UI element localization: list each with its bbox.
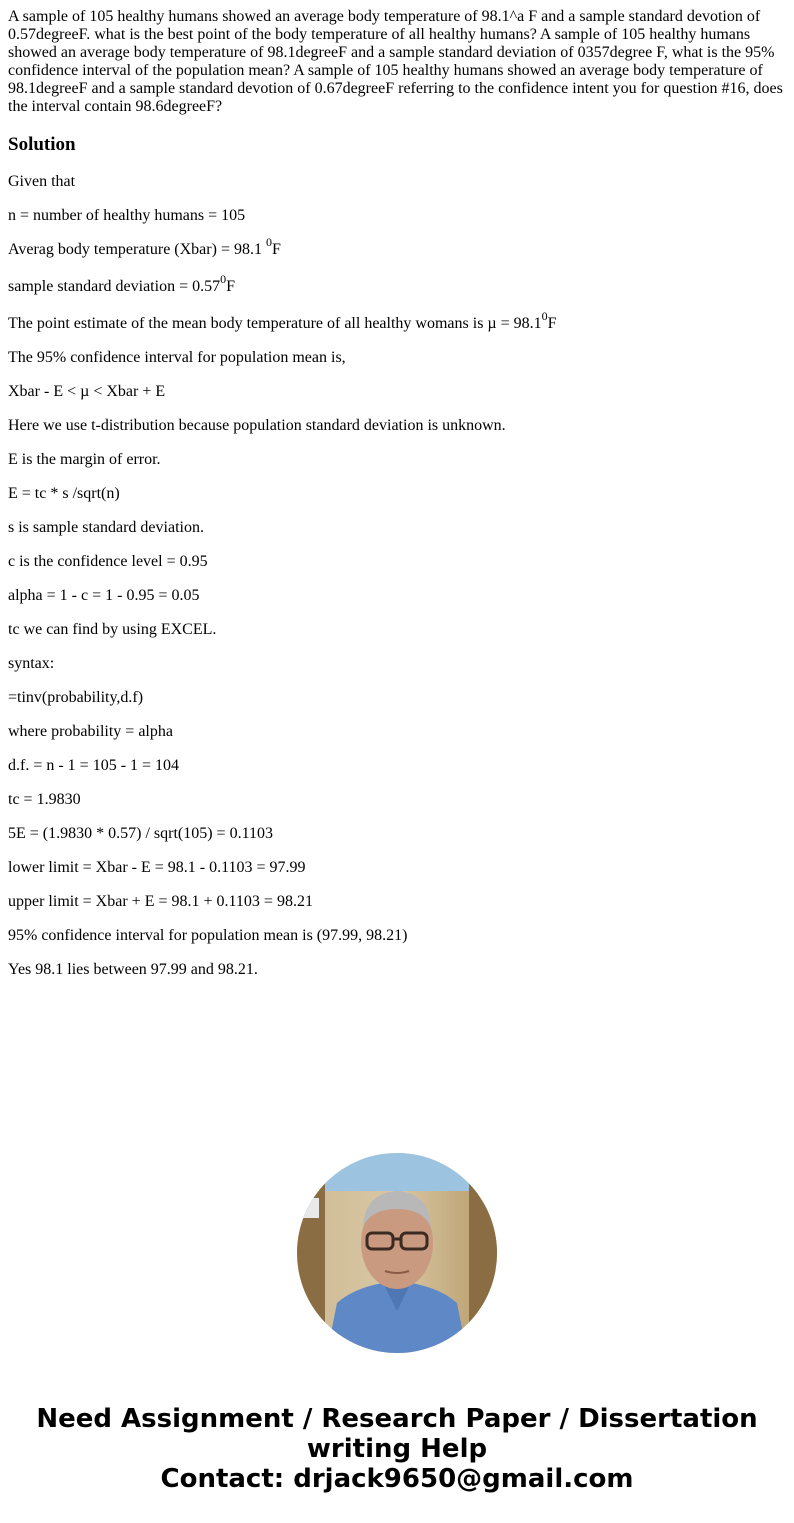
solution-line: The 95% confidence interval for population mean is,: [8, 349, 346, 366]
unit-text: F: [547, 315, 557, 332]
author-avatar: [297, 1153, 497, 1353]
promo-line: writing Help: [306, 1434, 488, 1464]
solution-line: syntax:: [8, 655, 55, 672]
solution-line: 5E = (1.9830 * 0.57) / sqrt(105) = 0.1103: [8, 825, 273, 842]
point-estimate-text: The point estimate of the mean body temperature of all healthy womans is µ = 98.1: [8, 315, 542, 332]
solution-line: Given that: [8, 173, 76, 190]
degree-superscript: 0: [220, 271, 227, 286]
solution-line: =tinv(probability,d.f): [8, 689, 144, 706]
solution-line: 95% confidence interval for population mean is (97.99, 98.21): [8, 927, 408, 944]
promo-contact: Contact: drjack9650@gmail.com: [160, 1464, 634, 1494]
solution-line: [8, 234, 786, 259]
solution-line: Here we use t-distribution because population standard deviation is unknown.: [8, 417, 506, 434]
promo-line: Need Assignment / Research Paper / Dissertation: [36, 1404, 758, 1434]
solution-line: tc = 1.9830: [8, 791, 81, 808]
solution-line: n = number of healthy humans = 105: [8, 207, 246, 224]
degree-superscript: 0: [541, 308, 548, 323]
solution-heading: Solution: [8, 134, 76, 155]
unit-text: F: [226, 278, 235, 295]
sd-text: sample standard deviation = 0.57: [8, 278, 221, 295]
promo-banner: [0, 1404, 794, 1494]
solution-line: d.f. = n - 1 = 105 - 1 = 104: [8, 757, 180, 774]
question-text: A sample of 105 healthy humans showed an average body temperature of 98.1^a F and a sample standard devotion of 0.57degreeF. what is the best point of the body temperature of all healthy humans? A sample of 105 healthy humans showed an average body temperature of 98.1degreeF and a sample standard deviation of 0357degree F, what is the 95% confidence interval of the population mean? A sample of 105 healthy humans showed an average body temperature of 98.1degreeF and a sample standard devotion of 0.67degreeF referring to the confidence intent you for question #16, does the interval contain 98.6degreeF?: [8, 8, 783, 115]
unit-text: F: [271, 241, 281, 258]
solution-line: tc we can find by using EXCEL.: [8, 621, 217, 638]
portrait-image: [297, 1153, 497, 1353]
solution-line: upper limit = Xbar + E = 98.1 + 0.1103 = 98.21: [8, 893, 313, 910]
solution-line: [8, 271, 786, 296]
solution-line: c is the confidence level = 0.95: [8, 553, 208, 570]
solution-line: where probability = alpha: [8, 723, 173, 740]
solution-line: E is the margin of error.: [8, 451, 161, 468]
solution-line: lower limit = Xbar - E = 98.1 - 0.1103 = 97.99: [8, 859, 306, 876]
solution-line: alpha = 1 - c = 1 - 0.95 = 0.05: [8, 587, 200, 604]
solution-line: E = tc * s /sqrt(n): [8, 485, 120, 502]
solution-line: s is sample standard deviation.: [8, 519, 204, 536]
solution-line: Xbar - E < µ < Xbar + E: [8, 383, 166, 400]
solution-line: [8, 308, 786, 333]
xbar-text: Averag body temperature (Xbar) = 98.1: [8, 241, 266, 258]
degree-superscript: 0: [265, 234, 272, 249]
solution-line: Yes 98.1 lies between 97.99 and 98.21.: [8, 961, 258, 978]
